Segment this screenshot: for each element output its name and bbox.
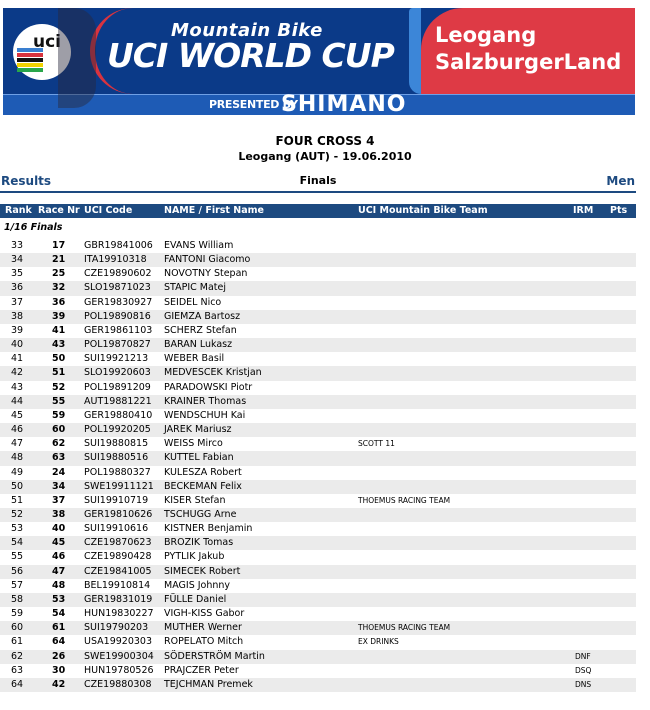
uci-code-cell: SUI19910719 [84, 494, 149, 506]
uci-code-cell: SLO19871023 [84, 282, 151, 294]
race-nr-cell: 38 [52, 508, 66, 520]
uci-code-cell: SWE19900304 [84, 650, 154, 662]
name-cell: SCHERZ Stefan [164, 324, 237, 336]
results-table-body [0, 239, 636, 692]
venue-line-2: SalzburgerLand [435, 50, 622, 74]
uci-code-cell: SUI19790203 [84, 622, 149, 634]
results-label: Results [1, 174, 52, 188]
rank-cell: 47 [11, 438, 24, 450]
rank-cell: 48 [11, 452, 24, 464]
table-row [0, 395, 636, 409]
race-nr-cell: 40 [52, 523, 66, 535]
table-row [0, 451, 636, 465]
name-cell: WENDSCHUH Kai [164, 409, 246, 421]
uci-code-cell: POL19920205 [84, 424, 151, 436]
name-cell: PRAJCZER Peter [164, 664, 239, 676]
table-row [0, 565, 636, 579]
name-cell: TEJCHMAN Premek [164, 678, 253, 690]
race-nr-cell: 34 [52, 480, 66, 492]
header-uci-code: UCI Code [84, 205, 133, 216]
uci-code-cell: CZE19870623 [84, 537, 152, 549]
name-cell: ROPELATO Mitch [164, 636, 244, 648]
rank-cell: 43 [11, 381, 24, 393]
name-cell: FANTONI Giacomo [164, 254, 251, 266]
table-row [0, 423, 636, 437]
race-nr-cell: 63 [52, 452, 66, 464]
header-rank: Rank [5, 205, 32, 216]
rank-cell: 63 [11, 664, 24, 676]
presented-by: PRESENTED BY [209, 98, 298, 111]
event-banner [3, 8, 635, 115]
uci-code-cell: SWE19911121 [84, 480, 154, 492]
table-row [0, 550, 636, 564]
irm-cell: DNS [575, 679, 592, 689]
name-cell: KISER Stefan [164, 494, 226, 506]
name-cell: BROZIK Tomas [164, 537, 234, 549]
name-cell: MAGIS Johnny [164, 579, 231, 591]
table-row [0, 650, 636, 664]
rank-cell: 34 [11, 254, 24, 266]
uci-code-cell: SUI19921213 [84, 353, 149, 365]
table-row [0, 536, 636, 550]
name-cell: STAPIC Matej [164, 282, 227, 294]
race-nr-cell: 43 [52, 339, 66, 351]
race-nr-cell: 32 [52, 282, 66, 294]
race-nr-cell: 46 [52, 551, 66, 563]
rank-cell: 53 [11, 523, 24, 535]
uci-code-cell: GER19830927 [84, 296, 153, 308]
name-cell: KRAINER Thomas [164, 395, 247, 407]
race-nr-cell: 36 [52, 296, 66, 308]
race-nr-cell: 62 [52, 438, 66, 450]
uci-code-cell: CZE19841005 [84, 565, 152, 577]
name-cell: NOVOTNY Stepan [164, 268, 248, 280]
race-nr-cell: 21 [52, 254, 66, 266]
table-row [0, 409, 636, 423]
table-row [0, 508, 636, 522]
race-nr-cell: 45 [52, 537, 66, 549]
name-cell: BARAN Lukasz [164, 339, 233, 351]
name-cell: PARADOWSKI Piotr [164, 381, 253, 393]
race-nr-cell: 51 [52, 367, 66, 379]
race-nr-cell: 26 [52, 650, 66, 662]
rank-cell: 64 [11, 678, 24, 690]
race-nr-cell: 30 [52, 664, 66, 676]
table-row [0, 522, 636, 536]
name-cell: TSCHUGG Arne [164, 508, 237, 520]
rank-cell: 56 [11, 565, 24, 577]
rank-cell: 54 [11, 537, 24, 549]
sponsor-logo: SHIMANO [281, 92, 407, 115]
header-name: NAME / First Name [164, 205, 264, 216]
uci-code-cell: SUI19910616 [84, 523, 149, 535]
name-cell: SEIDEL Nico [164, 296, 222, 308]
rank-cell: 52 [11, 508, 24, 520]
race-nr-cell: 24 [52, 466, 66, 478]
table-row [0, 678, 636, 692]
uci-code-cell: CZE19890428 [84, 551, 152, 563]
irm-cell: DNF [575, 651, 591, 661]
race-nr-cell: 50 [52, 353, 66, 365]
name-cell: VIGH-KISS Gabor [164, 608, 245, 620]
table-row [0, 593, 636, 607]
rank-cell: 51 [11, 494, 24, 506]
section-title: 1/16 Finals [4, 222, 63, 233]
rank-cell: 55 [11, 551, 24, 563]
name-cell: JAREK Mariusz [164, 424, 232, 436]
rank-cell: 61 [11, 636, 24, 648]
uci-code-cell: POL19890816 [84, 310, 151, 322]
uci-code-cell: GER19861103 [84, 324, 153, 336]
event-title: FOUR CROSS 4 [275, 134, 375, 148]
rank-cell: 58 [11, 593, 24, 605]
uci-code-cell: CZE19890602 [84, 268, 152, 280]
race-nr-cell: 54 [52, 608, 66, 620]
name-cell: EVANS William [164, 240, 234, 251]
uci-code-cell: SLO19920603 [84, 367, 151, 379]
uci-code-cell: SUI19880516 [84, 452, 149, 464]
uci-logo-text: uci [33, 32, 62, 52]
race-nr-cell: 25 [52, 268, 66, 280]
rank-cell: 45 [11, 409, 24, 421]
banner-venue [435, 22, 621, 76]
name-cell: GIEMZA Bartosz [164, 310, 241, 322]
rank-cell: 60 [11, 622, 24, 634]
race-nr-cell: 48 [52, 579, 66, 591]
name-cell: WEISS Mirco [164, 438, 223, 450]
uci-code-cell: GER19831019 [84, 593, 153, 605]
results-bar [0, 174, 636, 193]
race-nr-cell: 55 [52, 395, 66, 407]
uci-code-cell: SUI19880815 [84, 438, 149, 450]
name-cell: KULESZA Robert [164, 466, 242, 478]
rank-cell: 46 [11, 424, 24, 436]
uci-code-cell: POL19870827 [84, 339, 151, 351]
uci-code-cell: HUN19830227 [84, 608, 154, 620]
rank-cell: 38 [11, 310, 24, 322]
table-header [0, 204, 636, 218]
team-cell: THOEMUS RACING TEAM [358, 495, 451, 505]
uci-code-cell: POL19880327 [84, 466, 151, 478]
uci-code-cell: CZE19880308 [84, 678, 152, 690]
name-cell: SÖDERSTRÖM Martin [164, 650, 265, 662]
table-row [0, 635, 636, 649]
uci-code-cell: POL19891209 [84, 381, 151, 393]
team-cell: THOEMUS RACING TEAM [358, 623, 451, 633]
name-cell: WEBER Basil [164, 353, 225, 365]
rank-cell: 33 [11, 240, 24, 251]
name-cell: PYTLIK Jakub [164, 551, 225, 563]
table-row [0, 494, 636, 508]
team-cell: EX DRINKS [358, 637, 399, 647]
uci-code-cell: USA19920303 [84, 636, 153, 648]
rank-cell: 57 [11, 579, 24, 591]
rank-cell: 62 [11, 650, 24, 662]
table-row [0, 281, 636, 295]
table-row [0, 480, 636, 494]
race-nr-cell: 64 [52, 636, 66, 648]
banner-subtitle: Mountain Bike [171, 20, 323, 41]
irm-cell: DSQ [575, 665, 592, 675]
team-cell: SCOTT 11 [358, 439, 395, 449]
rank-cell: 42 [11, 367, 24, 379]
race-nr-cell: 52 [52, 381, 66, 393]
table-row [0, 239, 636, 253]
table-row [0, 621, 636, 635]
rank-cell: 44 [11, 395, 24, 407]
venue-line-1: Leogang [435, 23, 537, 47]
name-cell: BECKEMAN Felix [164, 480, 242, 492]
name-cell: SIMECEK Robert [164, 565, 241, 577]
event-location-date: Leogang (AUT) - 19.06.2010 [238, 150, 412, 163]
uci-code-cell: GER19810626 [84, 508, 153, 520]
name-cell: KISTNER Benjamin [164, 523, 253, 535]
race-nr-cell: 59 [52, 409, 66, 421]
table-row [0, 437, 636, 451]
uci-code-cell: HUN19780526 [84, 664, 154, 676]
race-nr-cell: 61 [52, 622, 66, 634]
uci-code-cell: ITA19910318 [84, 254, 147, 266]
table-row [0, 352, 636, 366]
race-nr-cell: 17 [52, 240, 66, 251]
stage-label: Finals [299, 174, 337, 187]
uci-code-cell: BEL19910814 [84, 579, 151, 591]
table-row [0, 366, 636, 380]
rank-cell: 39 [11, 324, 24, 336]
race-nr-cell: 39 [52, 310, 66, 322]
header-race-nr: Race Nr [38, 205, 80, 216]
rank-cell: 59 [11, 608, 24, 620]
table-row [0, 607, 636, 621]
header-team: UCI Mountain Bike Team [358, 205, 488, 216]
table-row [0, 267, 636, 281]
name-cell: KUTTEL Fabian [164, 452, 234, 464]
name-cell: MEDVESCEK Kristjan [164, 367, 262, 379]
watermark-d [58, 8, 96, 108]
header-pts: Pts [610, 205, 628, 216]
table-row [0, 253, 636, 267]
table-row [0, 664, 636, 678]
table-row [0, 338, 636, 352]
rank-cell: 41 [11, 353, 24, 365]
race-nr-cell: 37 [52, 494, 66, 506]
race-nr-cell: 41 [52, 324, 66, 336]
uci-code-cell: GBR19841006 [84, 240, 153, 251]
table-row [0, 296, 636, 310]
rank-cell: 37 [11, 296, 24, 308]
table-row [0, 324, 636, 338]
race-nr-cell: 60 [52, 424, 66, 436]
table-row [0, 381, 636, 395]
rank-cell: 36 [11, 282, 24, 294]
table-row [0, 310, 636, 324]
rank-cell: 40 [11, 339, 24, 351]
category-label: Men [606, 174, 635, 188]
rank-cell: 35 [11, 268, 24, 280]
rank-cell: 50 [11, 480, 24, 492]
table-row [0, 579, 636, 593]
banner-title: UCI WORLD CUP [107, 36, 394, 75]
race-nr-cell: 42 [52, 678, 66, 690]
race-nr-cell: 53 [52, 593, 66, 605]
table-row [0, 466, 636, 480]
name-cell: MUTHER Werner [164, 622, 242, 634]
name-cell: FÜLLE Daniel [164, 593, 227, 605]
uci-code-cell: AUT19881221 [84, 395, 152, 407]
race-nr-cell: 47 [52, 565, 66, 577]
uci-code-cell: GER19880410 [84, 409, 153, 421]
header-irm: IRM [573, 205, 594, 216]
rank-cell: 49 [11, 466, 24, 478]
